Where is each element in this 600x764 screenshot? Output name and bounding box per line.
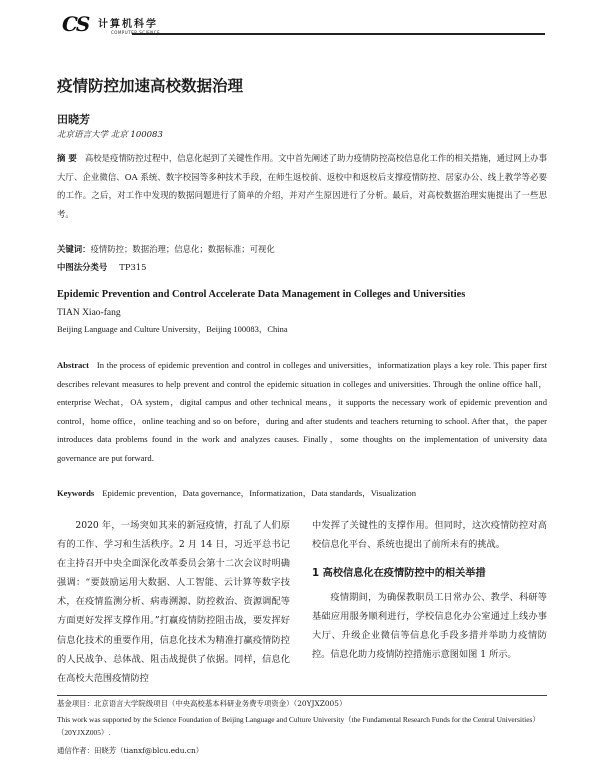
- abstract-en-text: In the process of epidemic prevention and control in colleges and universities，informatization plays a key role. This paper first describes relevant measures to help prevent and control the epidemic situation in colleges and universities. Through the online office hall，enterprise Wechat，OA system，digital campus and other technical means，it supports the necessary work of epidemic prevention and control，home office，online teaching and so on before，during and after students and teachers returning to school. After that，the paper introduces data problems found in the work and analyzes causes. Finally，some thoughts on the implementation of university data governance are put forward.: [57, 360, 547, 463]
- abstract-cn: [57, 149, 547, 223]
- abstract-en: [57, 356, 547, 467]
- affiliation-en: Beijing Language and Culture University，Beijing 100083，China: [57, 324, 288, 334]
- keywords-en-label: Keywords: [57, 488, 95, 498]
- keywords-en: [57, 487, 416, 499]
- header-rule: [132, 33, 545, 35]
- author-name-cn: 田晓芳: [57, 113, 90, 126]
- journal-name: 计算机科学: [98, 19, 158, 30]
- keywords-cn: [57, 243, 275, 255]
- contact-author: 通信作者：田晓芳（tianxf@blcu.edu.cn）: [57, 746, 204, 755]
- keywords-cn-text: 疫情防控；数据治理；信息化；数据标准；可视化: [90, 244, 275, 254]
- classification-number: [57, 261, 146, 273]
- abstract-cn-label: 摘 要: [57, 153, 77, 163]
- article-title-en: Epidemic Prevention and Control Accelerate Data Management in Colleges and Universities: [57, 289, 466, 300]
- classification-label: 中图法分类号: [57, 262, 108, 272]
- funding-en: This work was supported by the Science Foundation of Beijing Language and Culture University（the Fundamental Research Funds for the Central Universities）（20YJXZ005）.: [57, 715, 540, 737]
- affiliation-cn: 北京语言大学 北京 100083: [57, 130, 163, 140]
- body-right-column-top: 中发挥了关键性的支撑作用。但同时，这次疫情防控对高校信息化平台、系统也提出了前所未有的挑战。: [312, 520, 547, 551]
- footnote-rule: [57, 695, 547, 696]
- abstract-en-label: Abstract: [57, 360, 89, 370]
- section-heading: 1 高校信息化在疫情防控中的相关举措: [312, 568, 486, 579]
- abstract-cn-text: 高校是疫情防控过程中，信息化起到了关键性作用。文中首先阐述了助力疫情防控高校信息化工作的相关措施，通过网上办事大厅、企业微信、OA 系统、数字校园等多种技术手段，在师生返校前、返校中和返校后支撑疫情防控、居家办公、线上教学等必要的工作。之后，对工作中发现的数据问题进行了简单的介绍，并对产生原因进行了分析。最后，对高校数据治理实施提出了一些思考。: [57, 153, 547, 219]
- body-left-column: 2020 年，一场突如其来的新冠疫情，打乱了人们原有的工作、学习和生活秩序。2 月 14 日，习近平总书记在主持召开中央全面深化改革委员会第十二次会议时明确强调：“要鼓励运用大数据、人工智能、云计算等数字技术，在疫情监测分析、病毒溯源、防控救治、资源调配等方面更好发挥支撑作用。”打赢疫情防控阻击战，要发挥好信息化技术的重要作用，信息化技术为精准打赢疫情防控的人民战争、总体战、阻击战提供了依据。同样，信息化在高校大范围疫情防控: [57, 520, 290, 684]
- keywords-en-text: Epidemic prevention，Data governance，Informatization，Data standards，Visualization: [102, 488, 417, 498]
- author-name-en: TIAN Xiao-fang: [57, 308, 121, 318]
- article-title-cn: 疫情防控加速高校数据治理: [57, 77, 244, 95]
- journal-logo: CS: [62, 12, 89, 36]
- keywords-cn-label: 关键词：: [57, 244, 91, 254]
- body-right-column-bottom: 疫情期间，为确保教职员工日常办公、教学、科研等基础应用服务顺利进行，学校信息化办公室通过上线办事大厅、升级企业微信等信息化手段多措并举助力疫情防控。信息化助力疫情防控措施示意图如图 1 所示。: [312, 592, 547, 661]
- classification-value: TP315: [119, 262, 147, 272]
- journal-subtitle: COMPUTER SCIENCE: [111, 30, 161, 35]
- funding-cn: 基金项目：北京语言大学院级项目（中央高校基本科研业务费专项资金）（20YJXZ005）: [57, 699, 347, 708]
